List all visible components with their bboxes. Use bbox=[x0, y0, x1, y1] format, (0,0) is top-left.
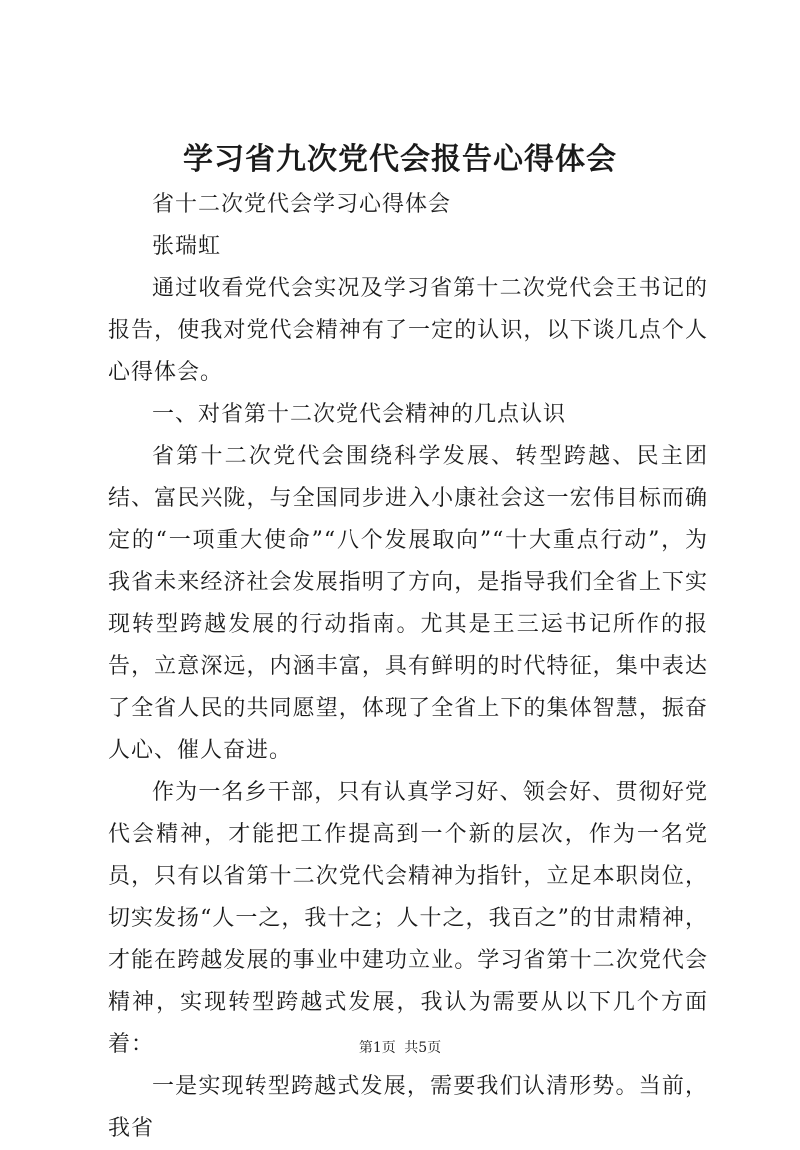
page-footer bbox=[0, 1038, 800, 1058]
document-body bbox=[108, 184, 708, 1150]
body-paragraph: 作为一名乡干部，只有认真学习好、领会好、贯彻好党代会精神，才能把工作提高到一个新的层次，作为一名党员，只有以省第十二次党代会精神为指针，立足本职岗位，切实发扬“人一之，我十之；人十之，我百之”的甘肃精神，才能在跨越发展的事业中建功立业。学习省第十二次党代会精神，实现转型跨越式发展，我认为需要从以下几个方面着： bbox=[108, 780, 708, 1057]
author-paragraph: 张瑞虹 bbox=[152, 234, 222, 259]
document-title: 学习省九次党代会报告心得体会 bbox=[183, 142, 617, 177]
body-paragraph: 一是实现转型跨越式发展，需要我们认清形势。当前，我省 bbox=[108, 1074, 708, 1141]
section-heading: 一、对省第十二次党代会精神的几点认识 bbox=[152, 402, 567, 427]
subtitle-paragraph: 省十二次党代会学习心得体会 bbox=[152, 192, 452, 217]
intro-paragraph: 通过收看党代会实况及学习省第十二次党代会王书记的报告，使我对党代会精神有了一定的认识，以下谈几点个人心得体会。 bbox=[108, 276, 708, 385]
page-number: 第1页 bbox=[358, 1040, 396, 1056]
page-total: 共5页 bbox=[404, 1040, 442, 1056]
body-paragraph: 省第十二次党代会围绕科学发展、转型跨越、民主团结、富民兴陇，与全国同步进入小康社会这一宏伟目标而确定的“一项重大使命”“八个发展取向”“十大重点行动”，为我省未来经济社会发展指明了方向，是指导我们全省上下实现转型跨越发展的行动指南。尤其是王三运书记所作的报告，立意深远，内涵丰富，具有鲜明的时代特征，集中表达了全省人民的共同愿望，体现了全省上下的集体智慧，振奋人心、催人奋进。 bbox=[108, 444, 708, 763]
